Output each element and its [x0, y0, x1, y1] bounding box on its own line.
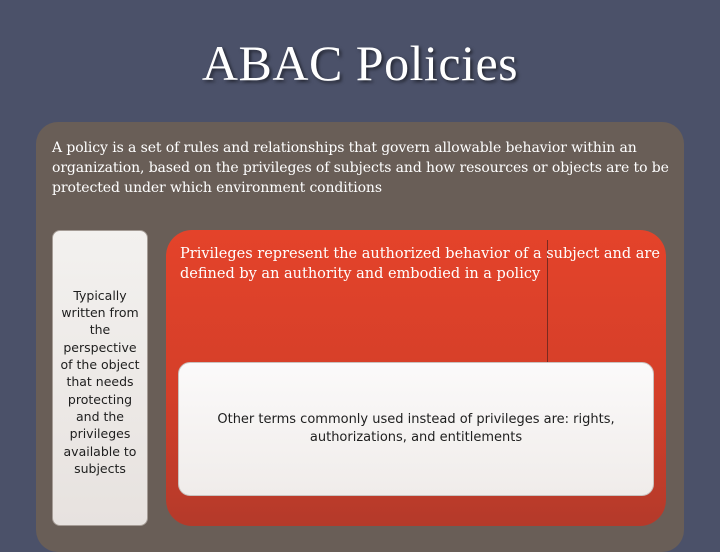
privileges-definition-text: Privileges represent the authorized behavior of a subject and are defined by an authority and embodied in a policy — [180, 246, 660, 282]
other-terms-text: Other terms commonly used instead of privileges are: rights, authorizations, and entitlements — [217, 412, 615, 445]
slide-title: ABAC Policies — [201, 35, 519, 91]
policy-definition-text: A policy is a set of rules and relationships that govern allowable behavior within an organization, based on the privileges of subjects and how resources or objects are to be protected under which environment conditions — [52, 140, 669, 196]
perspective-card-text: Typically written from the perspective of the object that needs protecting and the privileges available to subjects — [60, 287, 140, 476]
other-terms-card — [178, 362, 654, 496]
perspective-card — [52, 230, 148, 526]
